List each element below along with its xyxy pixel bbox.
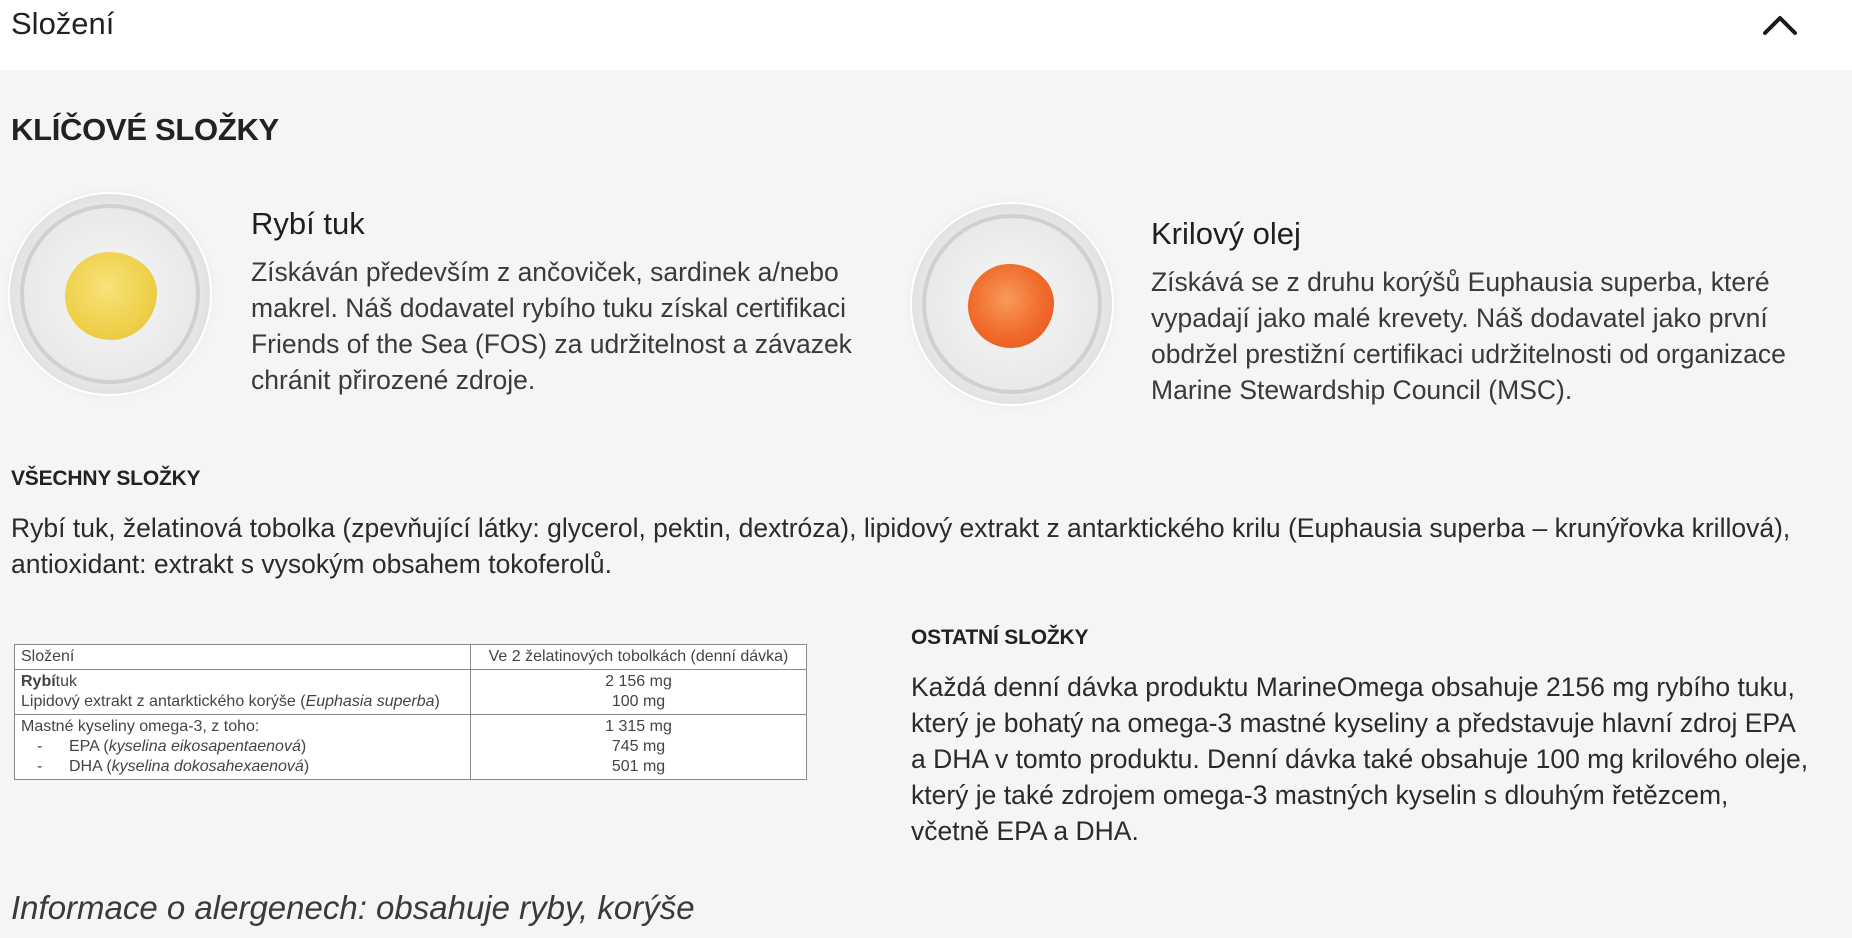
dha-value: 501 mg (611, 758, 666, 775)
omega-value: 1 315 mg (605, 718, 672, 735)
table-cell (471, 715, 807, 780)
fish-value: 2 156 mg (605, 673, 672, 690)
table-header-cell: Ve 2 želatinových tobolkách (denní dávka) (471, 645, 807, 670)
fish-label-rest: tuk (55, 673, 78, 690)
epa-value: 745 mg (611, 738, 666, 755)
table-cell (15, 715, 471, 780)
fish-oil-title: Rybí tuk (251, 206, 365, 241)
fish-oil-description: Získáván především z ančoviček, sardinek a/nebo makrel. Náš dodavatel rybího tuku získal certifikaci Friends of the Sea (FOS) za udržitelnost a závazek chránit přirozené zdroje. (251, 257, 852, 395)
chevron-up-icon[interactable] (1762, 10, 1798, 38)
krill-value: 100 mg (611, 693, 666, 710)
epa-label: EPA ( (69, 738, 109, 755)
dash: - (37, 738, 43, 755)
all-ingredients-text: Rybí tuk, želatinová tobolka (zpevňující látky: glycerol, pektin, dextróza), lipidový extrakt z antarktického krilu (Euphausia superba – krunýřovka krillová), antioxidant: extrakt s vysokým obsahem tokoferolů. (11, 513, 1791, 579)
omega-label: Mastné kyseliny omega-3, z toho: (21, 718, 260, 735)
table-row (15, 670, 807, 715)
table-cell (471, 670, 807, 715)
dha-close: ) (303, 758, 310, 775)
table-cell (15, 670, 471, 715)
all-ingredients-heading: VŠECHNY SLOŽKY (11, 467, 201, 490)
epa-latin: kyselina eikosapentaenová (108, 738, 301, 755)
krill-oil-title: Krilový olej (1151, 216, 1301, 251)
table-row (15, 715, 807, 780)
table-header-row (15, 645, 807, 670)
dha-label: DHA ( (69, 758, 112, 775)
other-ingredients-text: Každá denní dávka produktu MarineOmega obsahuje 2156 mg rybího tuku, který je bohatý na omega-3 mastné kyseliny a představuje hlavní zdroj EPA a DHA v tomto produktu. Denní dávka také obsahuje 100 mg krilového oleje, který je také zdrojem omega-3 mastných kyselin s dlouhým řetězcem, včetně EPA a DHA. (911, 672, 1809, 846)
composition-table (14, 644, 807, 780)
epa-close: ) (300, 738, 307, 755)
dha-latin: kyselina dokosahexaenová (111, 758, 304, 775)
yellow-oil-dish-icon (10, 194, 210, 394)
krill-suffix: ) (434, 693, 440, 710)
krill-latin: Euphasia superba (305, 693, 435, 710)
krill-label: Lipidový extrakt z antarktického korýše ( (21, 693, 306, 710)
fish-label-bold: Rybí (21, 673, 56, 690)
orange-oil-dish-icon (912, 204, 1112, 404)
key-ingredients-heading: KLÍČOVÉ SLOŽKY (11, 112, 279, 147)
accordion-header[interactable] (0, 0, 1852, 70)
other-ingredients-heading: OSTATNÍ SLOŽKY (911, 626, 1089, 649)
allergen-info: Informace o alergenech: obsahuje ryby, korýše (11, 889, 695, 926)
krill-oil-description: Získává se z druhu korýšů Euphausia superba, které vypadají jako malé krevety. Náš dodavatel jako první obdržel prestižní certifikaci udržitelnosti od organizace Marine Stewardship Council (MSC). (1151, 267, 1786, 405)
dash: - (37, 758, 43, 775)
accordion-title: Složení (11, 6, 115, 41)
table-header-cell: Složení (15, 645, 471, 670)
